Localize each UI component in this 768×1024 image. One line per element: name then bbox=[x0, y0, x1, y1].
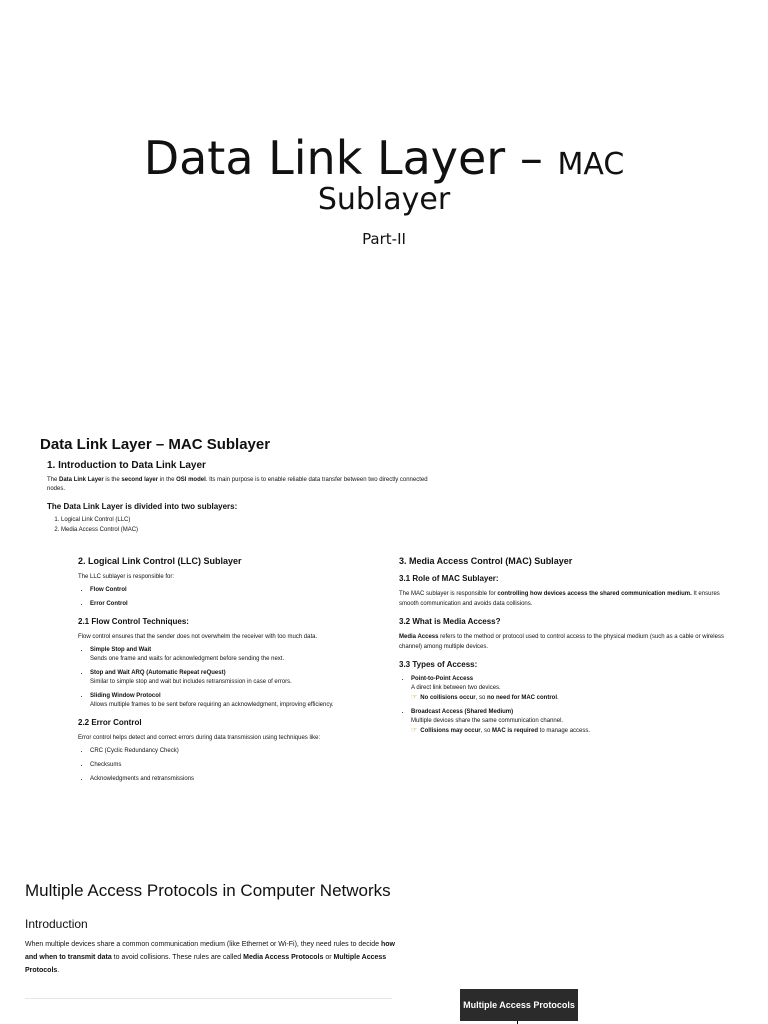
list-item-title: Broadcast Access (Shared Medium) bbox=[411, 709, 514, 715]
protocols-intro-heading: Introduction bbox=[25, 917, 88, 931]
text-bold: Media Access Protocols bbox=[243, 954, 324, 961]
pointing-hand-icon: ☞ bbox=[411, 694, 418, 701]
text-bold: how and when to transmit data bbox=[25, 941, 395, 961]
llc-intro: The LLC sublayer is responsible for: bbox=[78, 574, 175, 580]
slide-title-main: Data Link Layer – bbox=[143, 131, 558, 185]
sublayer-list bbox=[47, 515, 138, 535]
list-item: • Acknowledgments and retransmissions bbox=[90, 775, 378, 784]
note-text: to manage access. bbox=[538, 728, 591, 734]
sublayers-heading: The Data Link Layer is divided into two sublayers: bbox=[47, 502, 238, 511]
text-run: in the bbox=[158, 477, 177, 483]
list-item-title: Sliding Window Protocol bbox=[90, 693, 161, 699]
llc-heading: 2. Logical Link Control (LLC) Sublayer bbox=[78, 556, 242, 566]
list-item-label: Flow Control bbox=[90, 587, 127, 593]
protocols-title: Multiple Access Protocols in Computer Networks bbox=[25, 881, 391, 900]
text-run: . Its main purpose is to enable reliable data transfer between two directly connected nodes. bbox=[47, 477, 428, 492]
types-list bbox=[399, 675, 729, 736]
note-bold: No collisions occur bbox=[420, 695, 476, 701]
text-run: is the bbox=[103, 477, 122, 483]
list-item-title: Point-to-Point Access bbox=[411, 676, 474, 682]
list-item: 1. Logical Link Control (LLC) bbox=[61, 515, 138, 525]
flow-text: Flow control ensures that the sender does not overwhelm the receiver with too much data. bbox=[78, 634, 318, 640]
text-bold: second layer bbox=[121, 477, 159, 483]
text-run: refers to the method or protocol used to control access to the physical medium (such as a cable or wireless channel) among multiple devices. bbox=[399, 634, 724, 650]
list-item bbox=[90, 646, 378, 664]
list-item-desc: Sends one frame and waits for acknowledgment before sending the next. bbox=[90, 656, 285, 662]
what-heading: 3.2 What is Media Access? bbox=[399, 617, 501, 626]
list-item-desc: Multiple devices share the same communication channel. bbox=[411, 718, 564, 724]
slide-subtitle: Part-II bbox=[362, 230, 406, 248]
text-run: It ensures smooth communication and avoids data collisions. bbox=[399, 591, 720, 607]
protocols-intro-text bbox=[25, 938, 395, 977]
role-text bbox=[399, 589, 729, 609]
text-run: The bbox=[47, 477, 60, 483]
text-run: or bbox=[323, 954, 334, 961]
pointing-hand-icon: ☞ bbox=[411, 727, 418, 734]
flow-list bbox=[78, 646, 378, 710]
list-item bbox=[90, 669, 378, 687]
list-item: • Checksums bbox=[90, 761, 378, 770]
text-run: The MAC sublayer is responsible for bbox=[399, 591, 498, 597]
section-heading: Data Link Layer – MAC Sublayer bbox=[40, 436, 271, 453]
intro-paragraph bbox=[47, 476, 447, 494]
what-text bbox=[399, 632, 729, 652]
list-item bbox=[90, 600, 378, 609]
mac-column bbox=[399, 556, 729, 741]
role-heading: 3.1 Role of MAC Sublayer: bbox=[399, 574, 499, 583]
list-item bbox=[90, 692, 378, 710]
list-item-desc: A direct link between two devices. bbox=[411, 685, 501, 691]
text-bold: Multiple Access Protocols bbox=[25, 954, 387, 974]
types-heading: 3.3 Types of Access: bbox=[399, 660, 478, 669]
text-run: When multiple devices share a common communication medium (like Ethernet or Wi-Fi), they need rules to decide bbox=[25, 941, 381, 948]
note-text: , so bbox=[475, 695, 487, 701]
mac-heading: 3. Media Access Control (MAC) Sublayer bbox=[399, 556, 573, 566]
error-list bbox=[78, 747, 378, 784]
text-run: . bbox=[57, 967, 60, 974]
slide-title-line2: Sublayer bbox=[317, 182, 451, 217]
llc-column bbox=[78, 556, 378, 789]
note-bold: MAC is required bbox=[491, 728, 538, 734]
text-run: to avoid collisions. These rules are called bbox=[111, 954, 244, 961]
note-text: . bbox=[556, 695, 559, 701]
list-item-title: Stop and Wait ARQ (Automatic Repeat reQuest) bbox=[90, 670, 226, 676]
list-item: 2. Media Access Control (MAC) bbox=[61, 525, 138, 535]
error-heading: 2.2 Error Control bbox=[78, 718, 142, 727]
note-bold: Collisions may occur bbox=[420, 728, 481, 734]
text-bold: OSI model bbox=[176, 477, 206, 483]
list-item: • CRC (Cyclic Redundancy Check) bbox=[90, 747, 378, 756]
diagram-root-box: Multiple Access Protocols bbox=[460, 989, 578, 1021]
text-bold: Media Access bbox=[399, 634, 439, 640]
note-bold: no need for MAC control bbox=[486, 695, 557, 701]
flow-heading: 2.1 Flow Control Techniques: bbox=[78, 617, 189, 626]
intro-heading: 1. Introduction to Data Link Layer bbox=[47, 460, 206, 471]
llc-list bbox=[78, 586, 378, 609]
divider bbox=[25, 998, 392, 999]
list-item-desc: Similar to simple stop and wait but includes retransmission in case of errors. bbox=[90, 679, 292, 685]
text-bold: Data Link Layer bbox=[59, 477, 104, 483]
slide-title-mac: MAC bbox=[557, 147, 625, 182]
list-item-title: Simple Stop and Wait bbox=[90, 647, 152, 653]
list-item-desc: Allows multiple frames to be sent before requiring an acknowledgment, improving efficiency. bbox=[90, 702, 334, 708]
note-text: , so bbox=[480, 728, 492, 734]
list-item bbox=[411, 675, 729, 703]
list-item bbox=[411, 708, 729, 736]
error-text: Error control helps detect and correct errors during data transmission using techniques like: bbox=[78, 735, 321, 741]
text-bold: controlling how devices access the shared communication medium. bbox=[497, 591, 692, 597]
list-item bbox=[90, 586, 378, 595]
list-item-label: Error Control bbox=[90, 601, 128, 607]
